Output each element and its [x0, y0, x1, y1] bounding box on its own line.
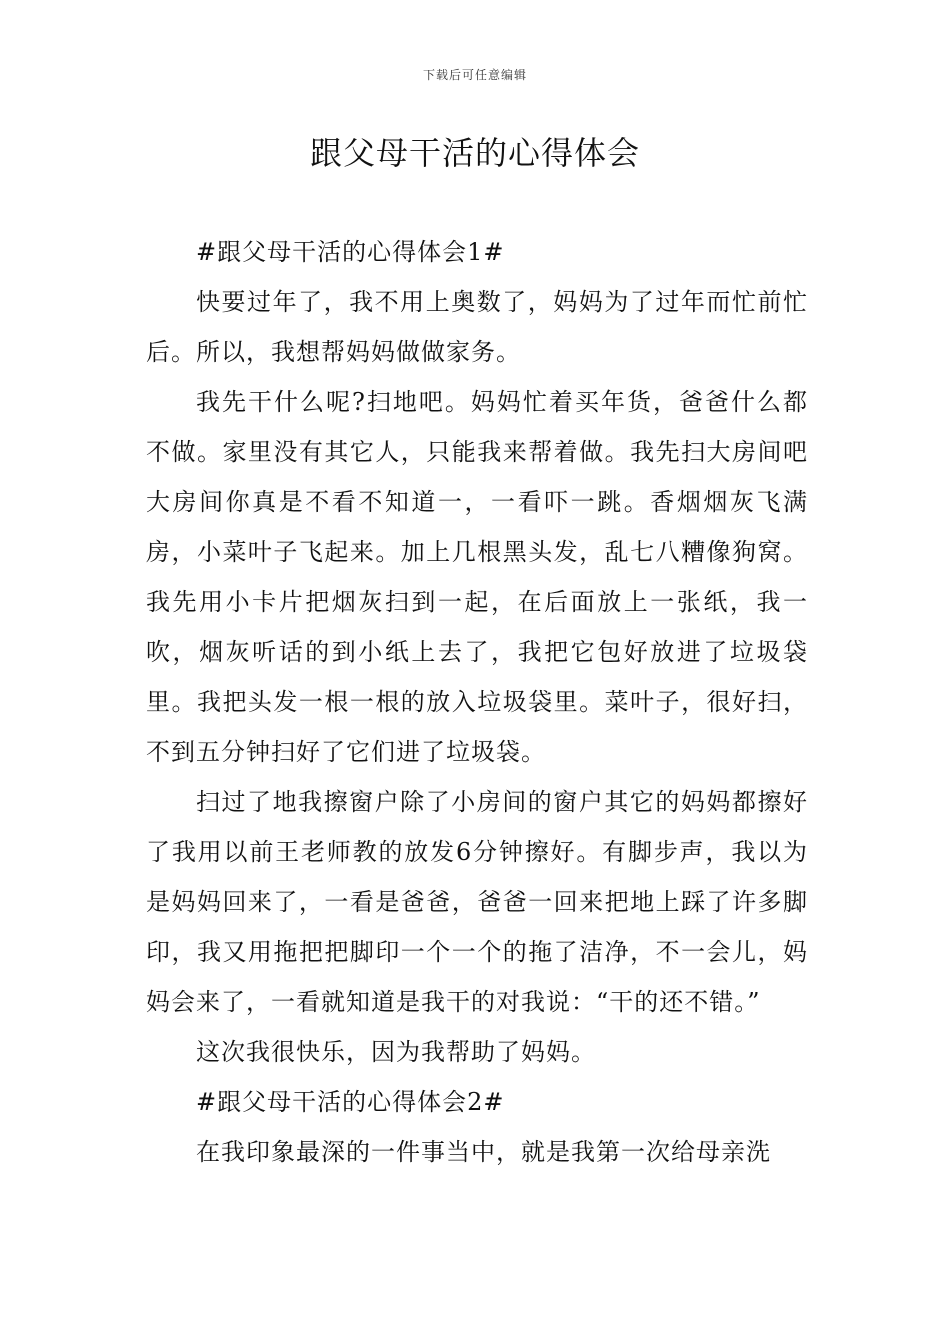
paragraph-1: 快要过年了，我不用上奥数了，妈妈为了过年而忙前忙后。所以，我想帮妈妈做做家务。 — [146, 288, 808, 366]
document-body — [146, 227, 808, 1177]
header-note: 下载后可任意编辑 — [422, 68, 527, 82]
paragraph-2: 我先干什么呢?扫地吧。妈妈忙着买年货，爸爸什么都不做。家里没有其它人，只能我来帮着做。我先扫大房间吧大房间你真是不看不知道一，一看吓一跳。香烟烟灰飞满房，小菜叶子飞起来。加上几根黑头发，乱七八糟像狗窝。我先用小卡片把烟灰扫到一起，在后面放上一张纸，我一吹，烟灰听话的到小纸上去了，我把它包好放进了垃圾袋里。我把头发一根一根的放入垃圾袋里。菜叶子，很好扫，不到五分钟扫好了它们进了垃圾袋。 — [146, 388, 808, 766]
document-title: 跟父母干活的心得体会 — [309, 134, 640, 172]
paragraph-5: 在我印象最深的一件事当中，就是我第一次给母亲洗 — [196, 1138, 771, 1166]
section-heading-2: #跟父母干活的心得体会2# — [196, 1088, 505, 1116]
paragraph-3: 扫过了地我擦窗户除了小房间的窗户其它的妈妈都擦好了我用以前王老师教的放发6分钟擦好。有脚步声，我以为是妈妈回来了，一看是爸爸，爸爸一回来把地上踩了许多脚印，我又用拖把把脚印一个一个的拖了洁净，不一会儿，妈妈会来了，一看就知道是我干的对我说：“干的还不错。” — [146, 788, 808, 1016]
paragraph-4: 这次我很快乐，因为我帮助了妈妈。 — [196, 1038, 596, 1066]
section-heading-1: #跟父母干活的心得体会1# — [196, 238, 505, 266]
